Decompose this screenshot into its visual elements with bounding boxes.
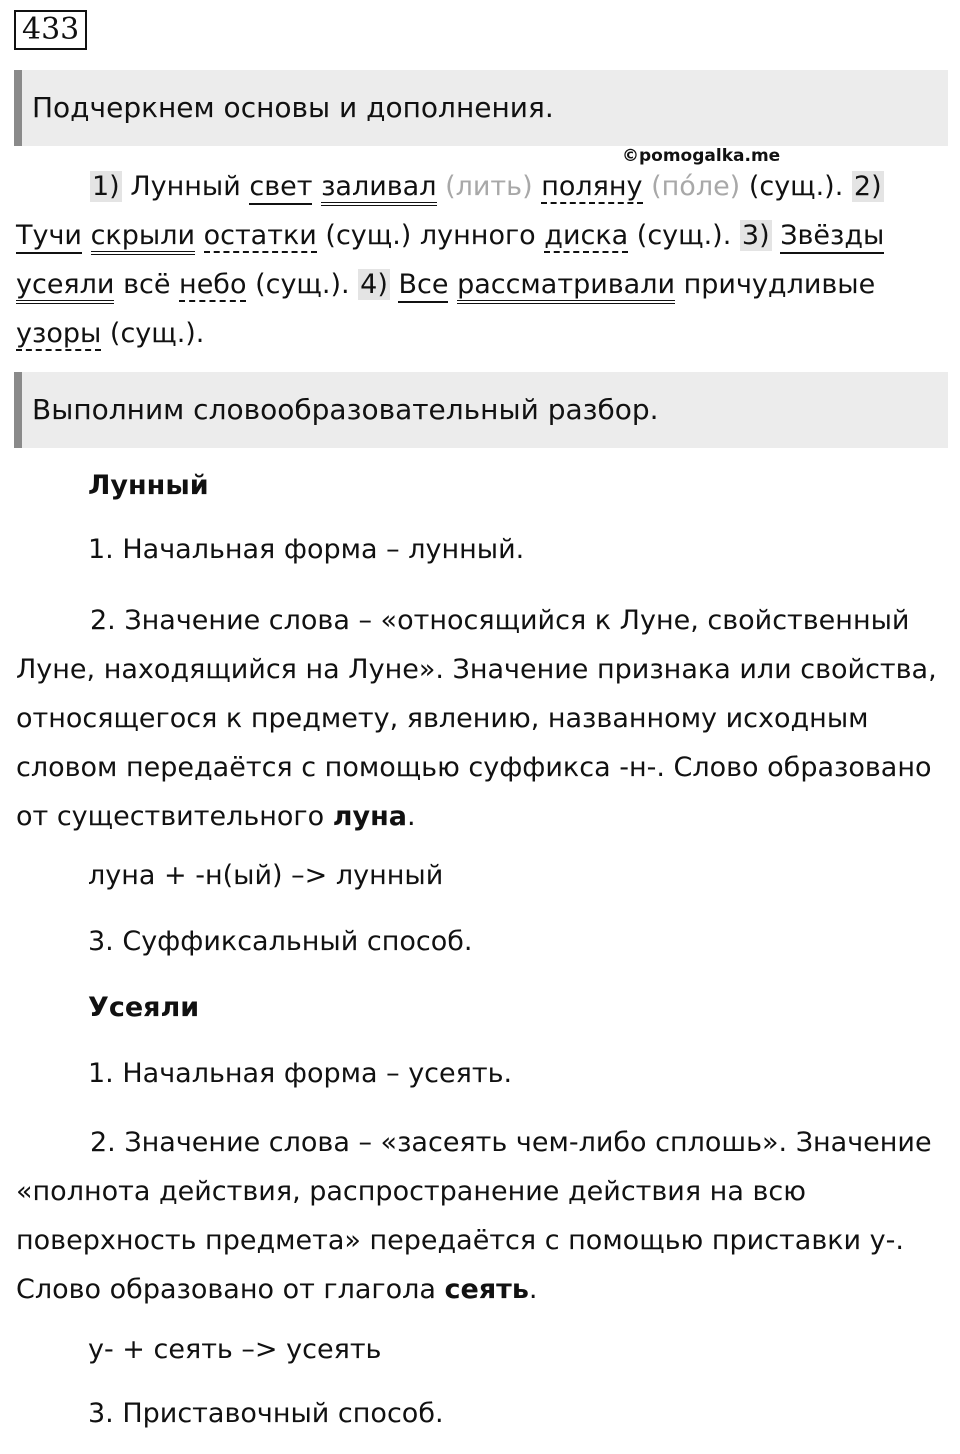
meaning-text: 2. Значение слова – «засеять чем-либо сплошь». Значение «полнота действия, распространение действия на всю поверхность предмета» передаётся с помощью приставки у-. Слово образовано от глагола <box>16 1127 932 1305</box>
object: диска <box>544 220 629 251</box>
note: (сущ.). <box>255 269 350 300</box>
word: всё <box>123 269 171 300</box>
predicate: рассматривали <box>457 269 675 304</box>
sentence-number: 3) <box>741 220 770 251</box>
word-title-useyali: Усеяли <box>88 992 200 1023</box>
word-title-lunny: Лунный <box>88 470 209 501</box>
source-word: сеять <box>444 1274 529 1305</box>
subject: Все <box>398 269 448 303</box>
section-header-analysis <box>14 372 948 448</box>
sentence-number: 4) <box>360 269 388 300</box>
task-number: 433 <box>14 10 87 50</box>
note: (сущ.). <box>748 171 844 202</box>
word: Лунный <box>130 171 241 202</box>
section-title: Подчеркнем основы и дополнения. <box>32 91 554 124</box>
subject: Тучи <box>16 220 82 254</box>
initial-form: 1. Начальная форма – лунный. <box>88 534 525 565</box>
meaning-paragraph: 2. Значение слова – «засеять чем-либо сплошь». Значение «полнота действия, распространение действия на всю поверхность предмета» передаётся с помощью приставки у-. Слово образовано от глагола сеять. <box>16 1127 932 1305</box>
sentence-number: 2) <box>853 171 882 202</box>
derivation-formula <box>88 860 443 891</box>
section-title: Выполним словообразовательный разбор. <box>32 393 659 426</box>
predicate: усеяли <box>16 269 114 304</box>
predicate: скрыли <box>91 220 195 255</box>
source-word: луна <box>332 801 407 832</box>
check-word: (по́ле) <box>651 171 741 202</box>
method: 3. Приставочный способ. <box>88 1398 444 1429</box>
formula-text: луна + -н(ый) –> лунный <box>88 860 444 891</box>
object: поляну <box>541 171 643 202</box>
word: причудливые <box>683 269 876 300</box>
object: остатки <box>203 220 317 251</box>
sentence-number: 1) <box>92 171 120 202</box>
note: (сущ.). <box>109 318 205 349</box>
subject: свет <box>249 171 312 205</box>
watermark: ©pomogalka.me <box>622 146 781 166</box>
meaning-paragraph: 2. Значение слова – «относящийся к Луне, свойственный Луне, находящийся на Луне». Значение признака или свойства, относящегося к предмету, явлению, названному исходным словом передаётся с помощью суффикса -н-. Слово образовано от существительного луна. <box>16 605 937 832</box>
sentences-paragraph <box>16 162 950 358</box>
method: 3. Суффиксальный способ. <box>88 926 473 957</box>
derivation-formula <box>88 1334 381 1365</box>
object: узоры <box>16 318 102 349</box>
predicate: заливал <box>321 171 436 206</box>
note: (сущ.). <box>636 220 732 251</box>
subject: Звёзды <box>780 220 884 254</box>
object: небо <box>179 269 247 300</box>
meaning-text: 2. Значение слова – «относящийся к Луне, свойственный Луне, находящийся на Луне». Значение признака или свойства, относящегося к предмету, явлению, названному исходным словом передаётся с помощью суффикса -н-. Слово образовано от существительного <box>16 605 937 832</box>
word: (сущ.) лунного <box>325 220 536 251</box>
initial-form: 1. Начальная форма – усеять. <box>88 1058 513 1089</box>
check-word: (лить) <box>445 171 533 202</box>
formula-text: у- + сеять –> усеять <box>88 1334 382 1365</box>
section-header-bases <box>14 70 948 146</box>
